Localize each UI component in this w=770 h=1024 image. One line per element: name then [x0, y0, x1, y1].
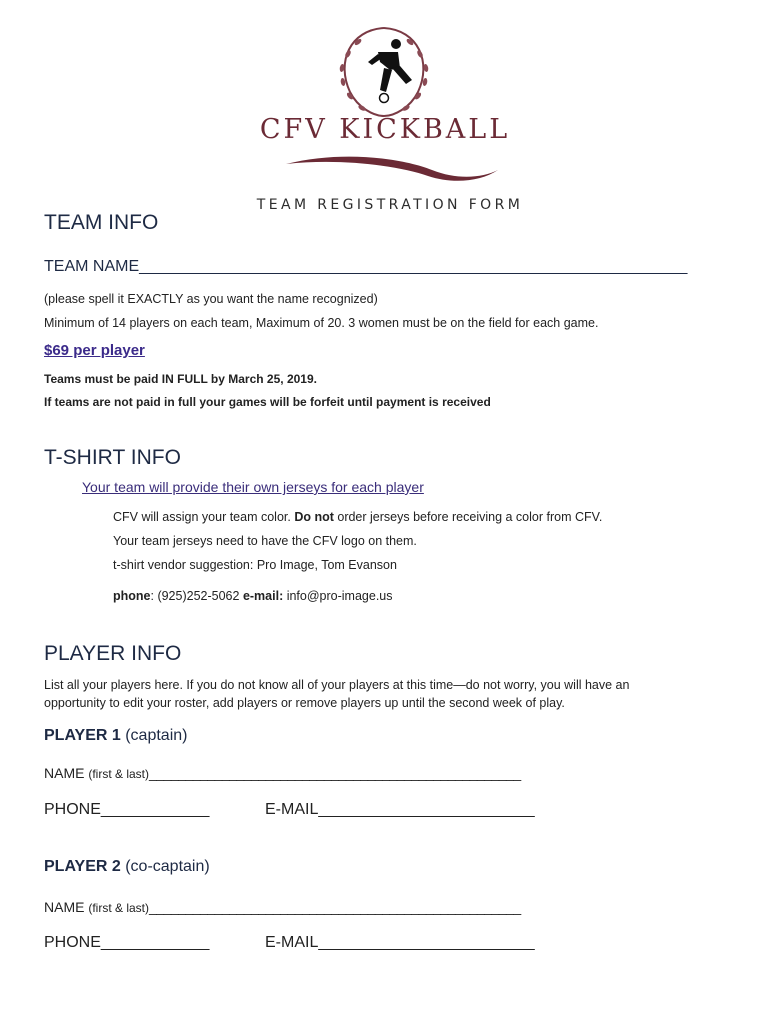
- vendor-contact: [113, 589, 393, 603]
- brand-name: CFV KICKBALL: [259, 114, 511, 145]
- forfeit-notice: If teams are not paid in full your games will be forfeit until payment is received: [44, 395, 491, 409]
- player-2-phone-input[interactable]: _____________: [100, 934, 209, 951]
- player-1-phone-input[interactable]: _____________: [100, 801, 209, 818]
- kickball-logo: [328, 22, 440, 120]
- tshirt-info-heading: T-SHIRT INFO: [44, 446, 181, 469]
- vendor-email-value[interactable]: info@pro-image.us: [283, 589, 393, 603]
- player-1-email-row: [265, 801, 534, 819]
- player-1-label: PLAYER 1: [44, 727, 121, 744]
- player-2-label: PLAYER 2: [44, 858, 121, 875]
- player-1-name-label: NAME: [44, 765, 89, 781]
- player-2-name-row: [44, 899, 521, 915]
- player-2-name-input[interactable]: ___________________________________________________: [149, 899, 521, 915]
- team-name-note: (please spell it EXACTLY as you want the name recognized): [44, 292, 378, 306]
- tshirt-color-note: [113, 510, 602, 524]
- team-info-heading: TEAM INFO: [44, 211, 159, 234]
- tshirt-color-text-end: order jerseys before receiving a color from CFV.: [333, 510, 603, 524]
- player-2-email-row: [265, 934, 534, 952]
- player-2-name-label: NAME: [44, 899, 89, 915]
- price-per-player: $69 per player: [44, 342, 145, 359]
- player-2-title: [44, 858, 210, 876]
- player-intro-line1: List all your players here. If you do not know all of your players at this time—do not worry, you will have an: [44, 678, 630, 692]
- player-1-phone-row: [44, 801, 209, 819]
- team-name-input-line[interactable]: __________________________________________________________________: [139, 258, 687, 275]
- vendor-phone-value: : (925)252-5062: [150, 589, 243, 603]
- player-1-email-label: E-MAIL: [265, 801, 319, 818]
- tshirt-do-not: Do not: [294, 510, 334, 524]
- tshirt-logo-note: Your team jerseys need to have the CFV logo on them.: [113, 534, 417, 548]
- player-2-name-hint: (first & last): [88, 901, 150, 915]
- vendor-email-label: e-mail:: [242, 589, 284, 603]
- player-2-phone-row: [44, 934, 209, 952]
- player-info-heading: PLAYER INFO: [44, 642, 182, 665]
- kicking-player-icon: [368, 39, 412, 92]
- ball-icon: [380, 94, 389, 103]
- form-subtitle: TEAM REGISTRATION FORM: [256, 197, 524, 213]
- player-2-role: (co-captain): [120, 858, 210, 875]
- player-2-phone-label: PHONE: [44, 934, 101, 951]
- tshirt-vendor: t-shirt vendor suggestion: Pro Image, Tom Evanson: [113, 558, 397, 572]
- tshirt-color-text: CFV will assign your team color.: [113, 510, 295, 524]
- payment-deadline: Teams must be paid IN FULL by March 25, 2019.: [44, 372, 317, 386]
- player-1-role: (captain): [120, 727, 188, 744]
- team-name-label: TEAM NAME: [44, 258, 140, 275]
- player-1-name-input[interactable]: ___________________________________________________: [149, 765, 521, 781]
- team-rules: Minimum of 14 players on each team, Maximum of 20. 3 women must be on the field for each game.: [44, 316, 599, 330]
- player-intro-line2: opportunity to edit your roster, add players or remove players up until the second week of play.: [44, 696, 565, 710]
- swoosh-divider: [282, 152, 502, 186]
- player-1-email-input[interactable]: __________________________: [318, 801, 535, 818]
- vendor-phone-label: phone: [113, 589, 151, 603]
- player-1-name-row: [44, 765, 521, 781]
- player-1-title: [44, 727, 187, 745]
- team-name-row: [44, 258, 687, 276]
- player-1-phone-label: PHONE: [44, 801, 101, 818]
- player-1-name-hint: (first & last): [88, 767, 150, 781]
- player-2-email-input[interactable]: __________________________: [318, 934, 535, 951]
- player-2-email-label: E-MAIL: [265, 934, 319, 951]
- tshirt-subheading: Your team will provide their own jerseys for each player: [82, 479, 424, 495]
